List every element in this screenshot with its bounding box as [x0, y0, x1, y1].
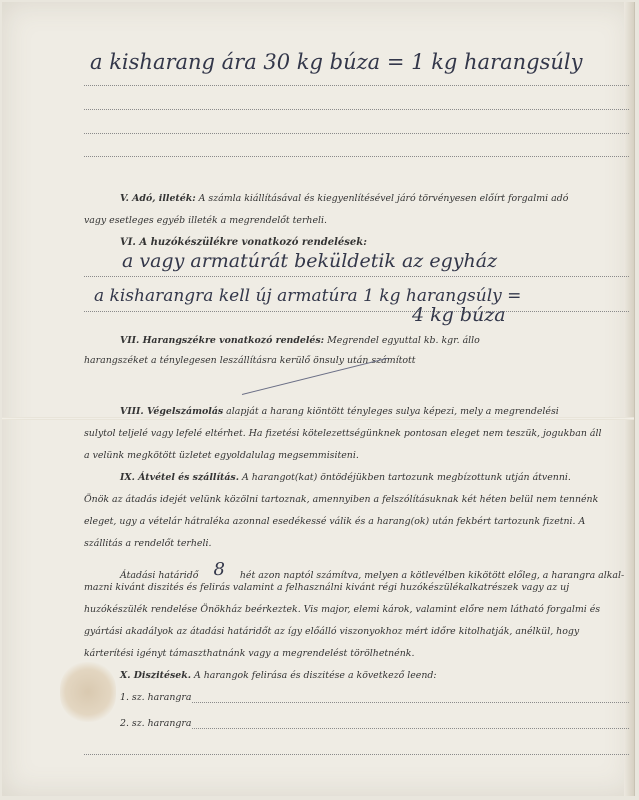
dotted-rule	[84, 311, 629, 312]
section-9-line-7: huzókészülék rendelése Önökház beérkeztek. Vis major, elemi károk, valamint előre nem látható forgalmi és	[84, 604, 601, 615]
section-5-line-1: V. Adó, illeték: A számla kiállításával és kiegyenlítésével járó törvényesen előírt forgalmi adó	[120, 193, 569, 204]
section-9-line-1: IX. Átvétel és szállítás. A harangot(kat) öntödéjükben tartozunk megbízottunk utján átvenni.	[120, 472, 571, 483]
handwritten-line-3: a kisharangra kell új armatúra 1 kg harangsúly =	[94, 286, 522, 306]
bell-2-label: 2. sz. harangra	[120, 718, 192, 729]
paper-stain	[60, 662, 116, 722]
paper-fold	[2, 417, 634, 420]
dotted-rule	[84, 133, 629, 134]
section-7-heading: VII. Harangszékre vonatkozó rendelés:	[120, 335, 325, 346]
paper-edge	[624, 2, 634, 796]
dotted-rule	[192, 728, 629, 729]
section-7-line-1: VII. Harangszékre vonatkozó rendelés: Megrendel egyuttal kb. kgr. állo	[120, 335, 480, 346]
handwritten-deadline: 8	[213, 559, 225, 580]
section-8-line-2: sulytol teljelé vagy lefelé eltérhet. Ha fizetési kötelezettségünknek pontosan eleget nem teszük, jogukban áll	[84, 428, 602, 439]
section-9-line-3: eleget, ugy a vételár hátraléka azonnal esedékessé válik és a harang(ok) után fekbért tartozunk fizetni. A	[84, 516, 586, 527]
section-9-line-8: gyártási akadályok az átadási határidőt az így előálló viszonyokhoz mért időre kitolhatják, anélkül, hogy	[84, 626, 580, 637]
section-9-line-2: Önök az átadás idejét velünk közölni tartoznak, amennyiben a felszólításuknak két héten belül nem tennénk	[84, 494, 599, 505]
dotted-rule	[84, 754, 629, 755]
section-8-heading: VIII. Végelszámolás	[120, 406, 224, 417]
document-page	[2, 2, 635, 796]
section-9-line-4: szállitás a rendelőt terheli.	[84, 538, 212, 549]
section-10-line-1: X. Diszitések. A harangok felirása és diszitése a következő leend:	[120, 670, 437, 681]
handwritten-line-4: 4 kg búza	[412, 304, 506, 326]
handwritten-line-2: a vagy armatúrát beküldetik az egyház	[122, 250, 498, 272]
section-8-line-3: a velünk megkötött üzletet egyoldalulag megsemmisiteni.	[84, 450, 359, 461]
section-5-line-2: vagy esetleges egyéb illeték a megrendelőt terheli.	[84, 215, 327, 226]
section-9-heading: IX. Átvétel és szállítás.	[120, 472, 239, 483]
section-9-line-5: Átadási határidő 8 hét azon naptól számítva, melyen a kötlevélben kikötött előleg, a harangra alkal-	[120, 559, 625, 581]
section-6-heading: VI. A huzókészülékre vonatkozó rendelések:	[120, 237, 367, 248]
dotted-rule	[84, 85, 629, 86]
handwritten-line-1: a kisharang ára 30 kg búza = 1 kg harangsúly	[90, 50, 583, 74]
dotted-rule	[84, 276, 629, 277]
dotted-rule	[84, 109, 629, 110]
dotted-rule	[192, 702, 629, 703]
section-5-heading: V. Adó, illeték:	[120, 193, 196, 204]
dotted-rule	[84, 156, 629, 157]
section-7-line-2: harangszéket a ténylegesen leszállításra kerülő önsuly után számított	[84, 355, 416, 366]
section-9-line-6: mazni kivánt diszités és felirás valamint a felhasználni kivánt régi huzókészülékalkatrészek vagy az uj	[84, 582, 570, 593]
section-9-line-9: kárterítési igényt támaszthatnánk vagy a megrendelést törölhetnénk.	[84, 648, 415, 659]
bell-1-label: 1. sz. harangra	[120, 692, 192, 703]
section-10-heading: X. Diszitések.	[120, 670, 191, 681]
section-8-line-1: VIII. Végelszámolás alapját a harang kiöntött tényleges sulya képezi, mely a megrendelési	[120, 406, 559, 417]
